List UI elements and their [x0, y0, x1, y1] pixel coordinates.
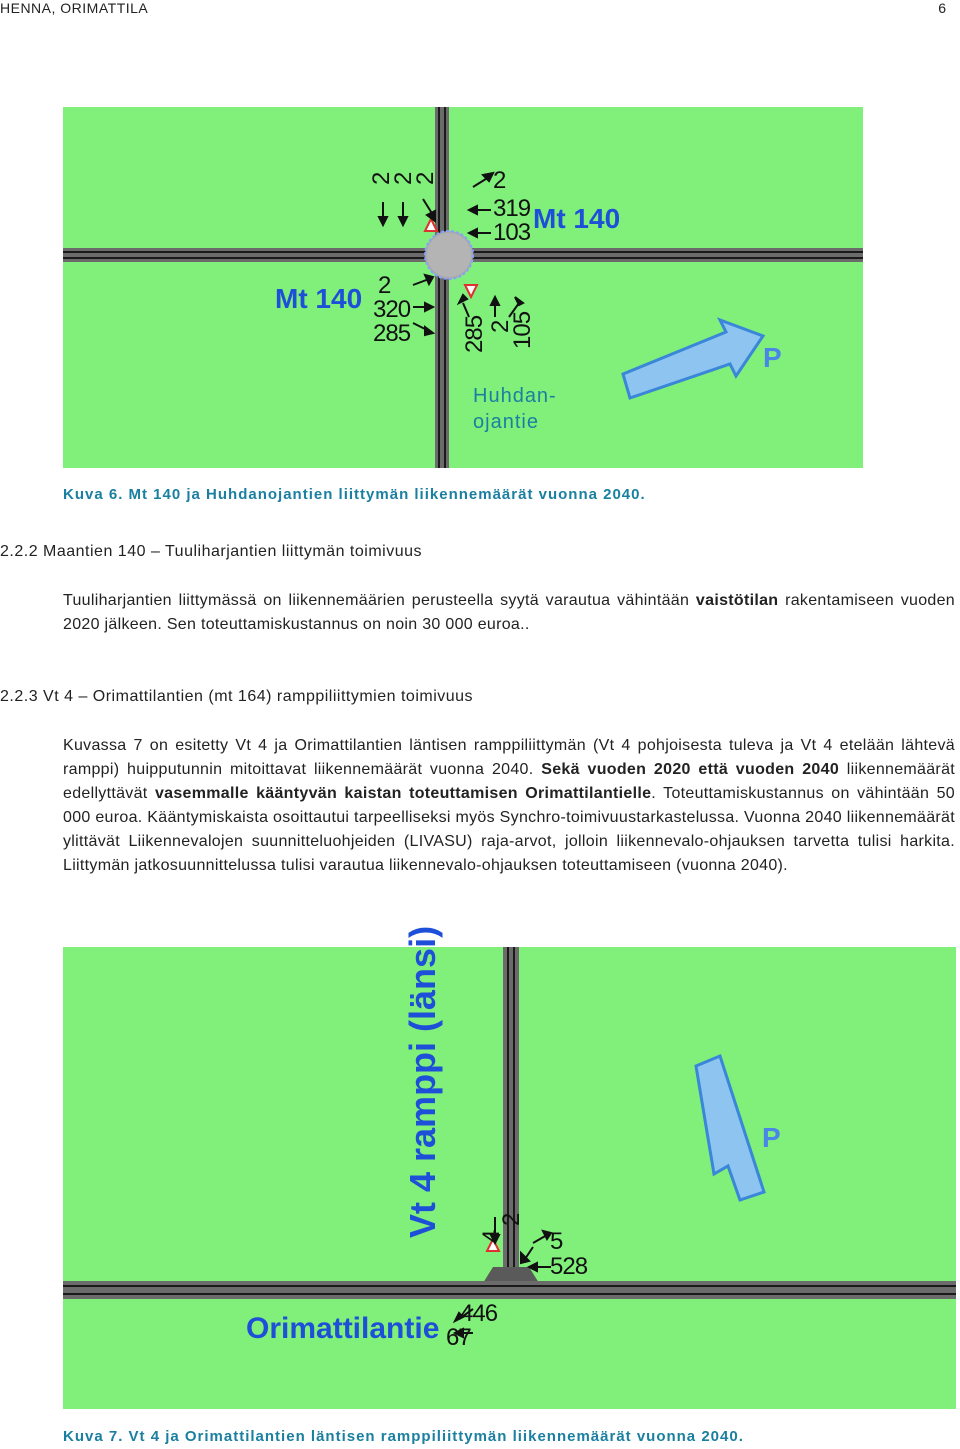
north-marker: P — [763, 342, 782, 373]
count-west-1: 446 — [460, 1300, 498, 1327]
north-marker-2: P — [762, 1122, 781, 1153]
p223-text-bold-2: vasemmalle kääntyvän kaistan toteuttamisen Orimattilantielle — [154, 785, 652, 802]
count-west-2: 320 — [373, 296, 411, 323]
count-north-3: 2 — [412, 172, 439, 185]
count-west-1: 2 — [378, 272, 391, 299]
count-east-3: 103 — [493, 219, 531, 246]
heading-2-2-2: 2.2.2 Maantien 140 – Tuuliharjantien liittymän toimivuus — [0, 543, 422, 560]
document-header: HENNA, ORIMATTILA — [0, 0, 149, 16]
label-huhdanojantie-line2: ojantie — [473, 411, 539, 433]
count-east-2: 528 — [550, 1253, 588, 1280]
heading-2-2-3: 2.2.3 Vt 4 – Orimattilantien (mt 164) ramppiliittymien toimivuus — [0, 688, 474, 705]
label-orimattilantie: Orimattilantie — [246, 1312, 440, 1345]
label-mt140-left: Mt 140 — [275, 283, 363, 314]
count-north-1: 4 — [478, 1230, 505, 1243]
label-vt4-ramp: Vt 4 ramppi (länsi) — [402, 925, 443, 1238]
p222-text-bold: vaistötilan — [695, 592, 779, 609]
road-vertical — [435, 107, 449, 468]
label-mt140-right: Mt 140 — [533, 203, 621, 234]
figure-1-roads — [63, 107, 863, 468]
count-north-2: 2 — [498, 1213, 525, 1226]
count-east-1: 5 — [550, 1228, 563, 1255]
count-north-2: 2 — [390, 172, 417, 185]
count-south-3: 105 — [509, 311, 536, 349]
count-west-3: 285 — [373, 320, 411, 347]
p223-text-a: Kuvassa 7 on esitetty Vt 4 ja Orimattilantien läntisen ramppiliittymän (Vt 4 pohjoisesta tuleva ja Vt 4 etelään lähtevä ramppi) huipputunnin mitoittavat liikennemäärät vuonna 2040. — [63, 737, 955, 778]
p222-text-c: rakentamiseen vuoden 2020 jälkeen. Sen toteuttamiskustannus on noin 30 000 euroa.. — [63, 592, 955, 633]
count-west-2: 67 — [446, 1324, 471, 1351]
count-south-1: 285 — [461, 315, 488, 353]
count-east-1: 2 — [493, 167, 506, 194]
label-huhdanojantie — [473, 383, 557, 435]
figure-2-map-corrected — [63, 947, 956, 1409]
p223-text-e: . Toteuttamiskustannus on vähintään 50 000 euroa. Kääntymiskaista osoittautui tarpeelliseksi myös Synchro-toimivuustarkastelussa. Vuonna 2040 liikennemäärät ylittävät Liikennevalojen suunnitteluohjeiden (LIVASU) raja-arvot, jolloin liikennevalo-ohjauksen tarvetta tulisi harkita. Liittymän jatkosuunnittelussa tulisi varautua liikennevalo-ohjauksen toteuttamiseen (vuonna 2040). — [63, 785, 955, 874]
paragraph-2-2-3 — [63, 734, 955, 878]
figure-1-caption: Kuva 6. Mt 140 ja Huhdanojantien liittymän liikennemäärät vuonna 2040. — [63, 486, 646, 503]
paragraph-2-2-2 — [63, 589, 955, 637]
north-arrow-icon — [618, 312, 768, 402]
p223-text-bold-1: Sekä vuoden 2020 että vuoden 2040 — [541, 761, 840, 778]
count-north-1: 2 — [368, 172, 395, 185]
label-huhdanojantie-line1: Huhdan- — [473, 385, 557, 407]
page-number: 6 — [938, 0, 946, 16]
north-arrow-2-icon — [690, 1052, 770, 1202]
figure-2-caption: Kuva 7. Vt 4 ja Orimattilantien läntisen ramppiliittymän liikennemäärät vuonna 2040. — [63, 1428, 744, 1445]
count-south-2: 2 — [487, 320, 514, 333]
count-east-2: 319 — [493, 195, 531, 222]
p222-text-a: Tuuliharjantien liittymässä on liikennemäärien perusteella syytä varautua vähintään — [63, 592, 696, 609]
figure-1-map — [63, 107, 863, 468]
p223-text-c: liikennemäärät edellyttävät — [63, 761, 956, 802]
